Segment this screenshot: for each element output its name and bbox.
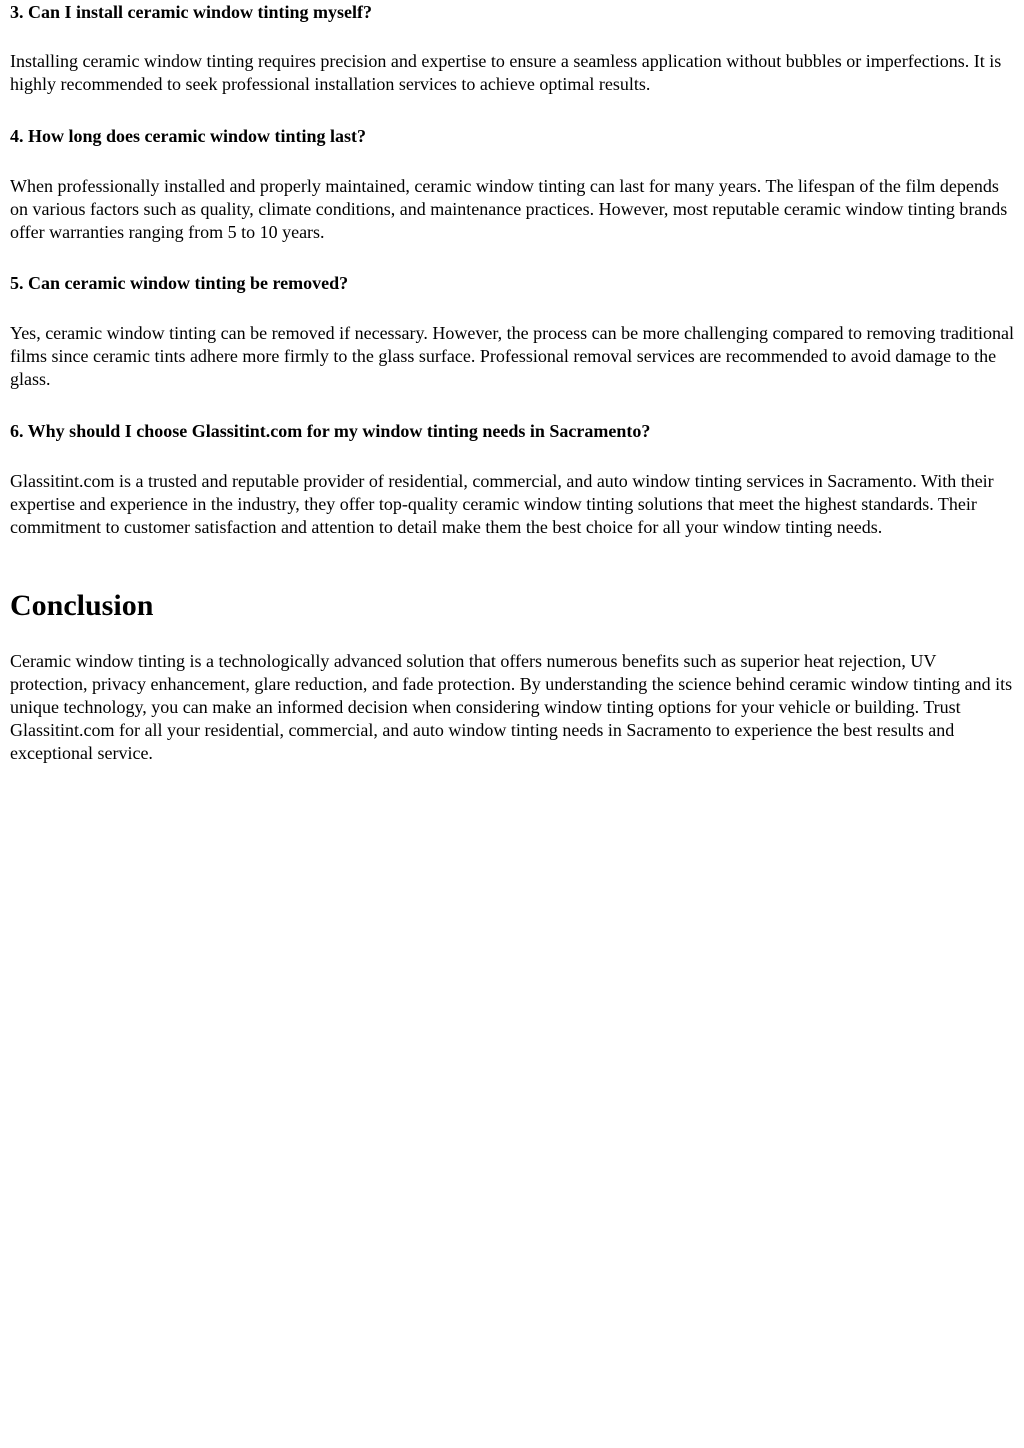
faq-answer-6: Glassitint.com is a trusted and reputable provider of residential, commercial, and auto window tinting services in Sacramento. With their expertise and experience in the industry, they offer top-quality ceramic window tinting solutions that meet the highest standards. Their commitment to customer satisfaction and attention to detail make them the best choice for all your window tinting needs. bbox=[10, 471, 994, 537]
faq-answer-3: Installing ceramic window tinting requires precision and expertise to ensure a seamless application without bubbles or imperfections. It is highly recommended to seek professional installation services to achieve optimal results. bbox=[10, 51, 1002, 94]
faq-answer-4: When professionally installed and properly maintained, ceramic window tinting can last for many years. The lifespan of the film depends on various factors such as quality, climate conditions, and maintenance practices. However, most reputable ceramic window tinting brands offer warranties ranging from 5 to 10 years. bbox=[10, 176, 1008, 242]
faq-question-4: 4. How long does ceramic window tinting last? bbox=[10, 126, 367, 146]
faq-question-3: 3. Can I install ceramic window tinting myself? bbox=[10, 2, 372, 22]
conclusion-paragraph: Ceramic window tinting is a technologically advanced solution that offers numerous benefits such as superior heat rejection, UV protection, privacy enhancement, glare reduction, and fade protection. By understanding the science behind ceramic window tinting and its unique technology, you can make an informed decision when considering window tinting options for your vehicle or building. Trust Glassitint.com for all your residential, commercial, and auto window tinting needs in Sacramento to experience the best results and exceptional service. bbox=[10, 651, 1013, 763]
conclusion-heading: Conclusion bbox=[10, 589, 154, 622]
faq-question-5: 5. Can ceramic window tinting be removed? bbox=[10, 273, 349, 293]
faq-answer-5: Yes, ceramic window tinting can be removed if necessary. However, the process can be more challenging compared to removing traditional films since ceramic tints adhere more firmly to the glass surface. Professional removal services are recommended to avoid damage to the glass. bbox=[10, 323, 1014, 389]
faq-question-6: 6. Why should I choose Glassitint.com for my window tinting needs in Sacramento? bbox=[10, 421, 651, 441]
